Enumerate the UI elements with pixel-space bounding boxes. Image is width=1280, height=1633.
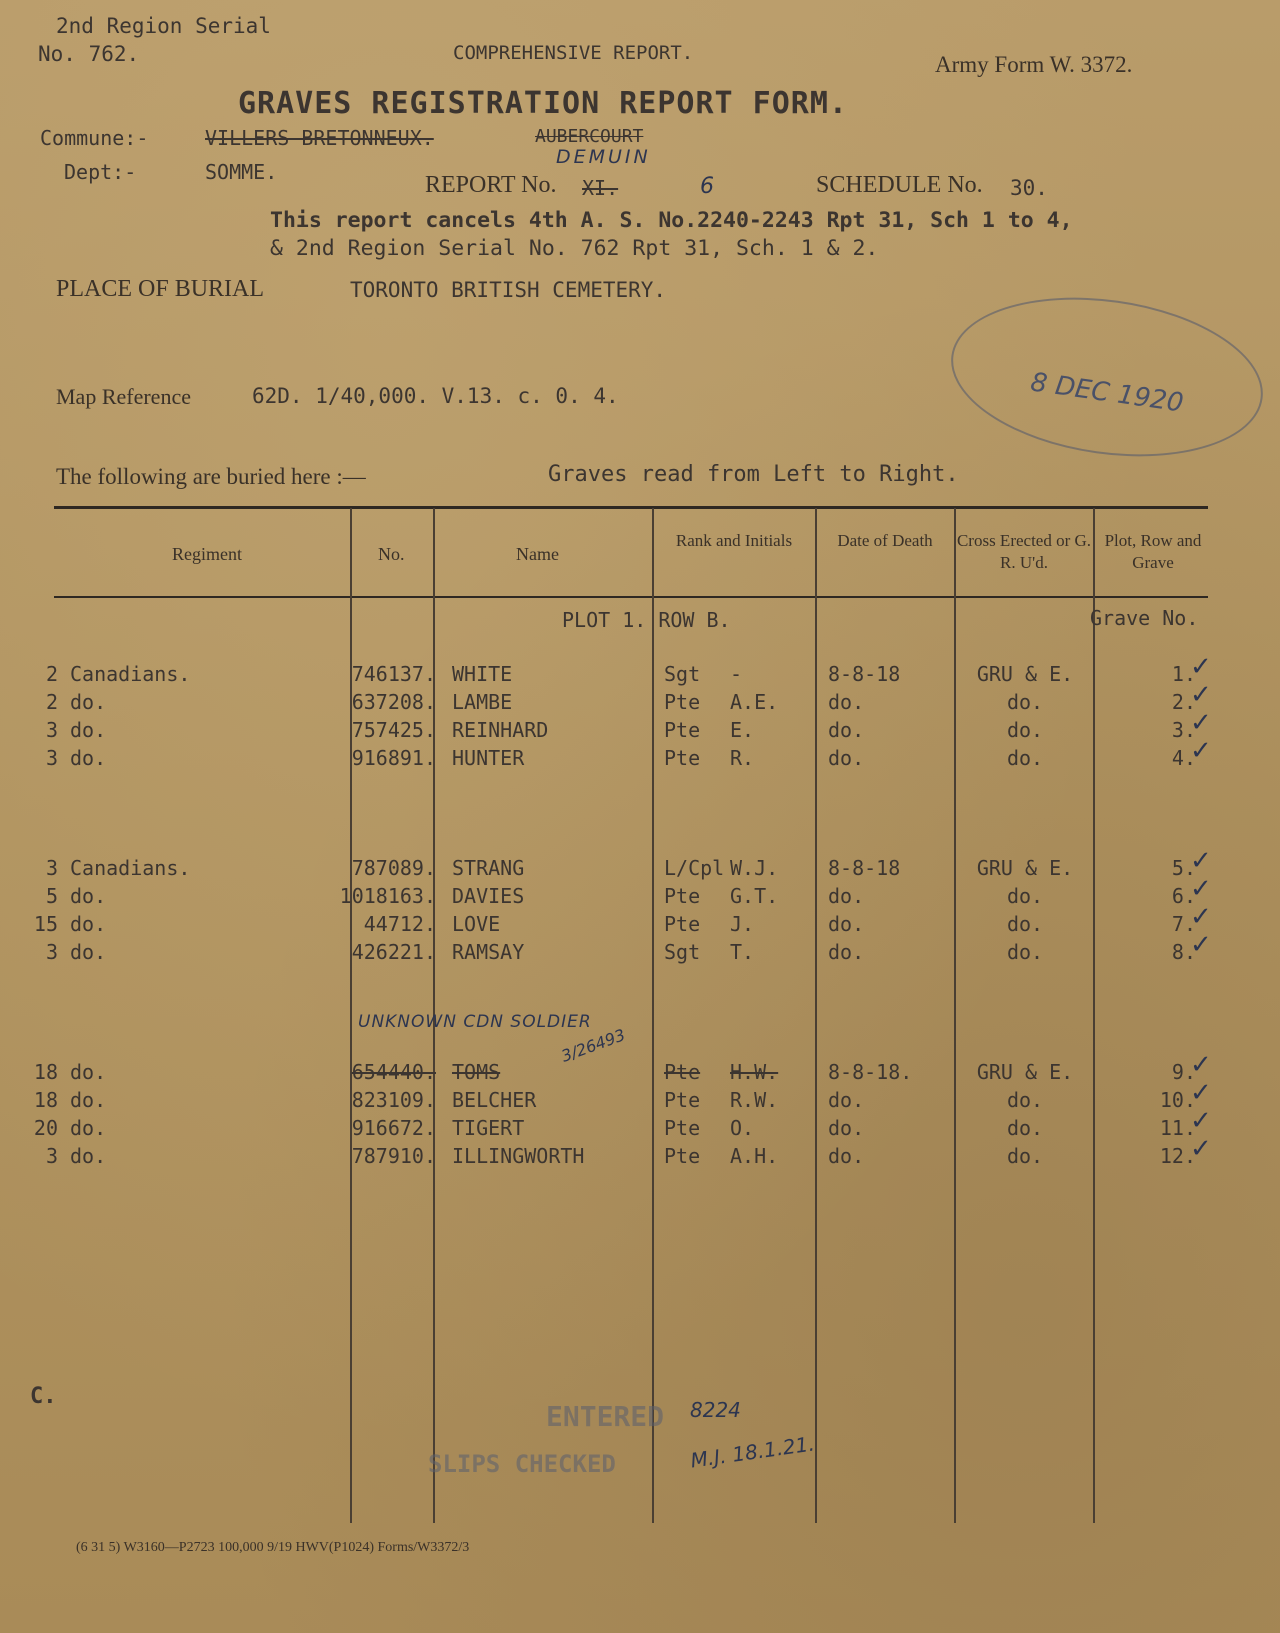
dept-value: SOMME. xyxy=(205,160,278,184)
check-mark-icon: ✓ xyxy=(1190,874,1212,904)
cancels-line-1: This report cancels 4th A. S. No.2240-2243 Rpt 31, Sch 1 to 4, xyxy=(270,208,1073,233)
cell-rank: Sgt xyxy=(664,662,701,686)
cell-date: do. xyxy=(828,1116,865,1140)
cell-regiment: do. xyxy=(70,1144,107,1168)
cell-cross: do. xyxy=(1006,1116,1044,1140)
cell-grave: 3. xyxy=(1171,718,1196,742)
cell-name: TOMS xyxy=(452,1060,501,1084)
cell-grave: 6. xyxy=(1171,884,1196,908)
cell-rank: Pte xyxy=(664,1116,701,1140)
cell-initials: A.H. xyxy=(730,1144,779,1168)
check-mark-icon: ✓ xyxy=(1190,1078,1212,1108)
cell-name: LOVE xyxy=(452,912,501,936)
map-label: Map Reference xyxy=(56,384,191,409)
grave-no-label: Grave No. xyxy=(1090,606,1199,630)
cell-grave: 1. xyxy=(1171,662,1196,686)
cell-name: DAVIES xyxy=(452,884,525,908)
cell-name: HUNTER xyxy=(452,746,525,770)
map-value: 62D. 1/40,000. V.13. c. 0. 4. xyxy=(252,384,619,408)
cell-no: 823109. xyxy=(351,1088,436,1112)
cell-initials: T. xyxy=(730,940,755,964)
cell-rank: Pte xyxy=(664,884,701,908)
cell-initials: W.J. xyxy=(730,856,779,880)
check-mark-icon: ✓ xyxy=(1190,708,1212,738)
cell-initials: H.W. xyxy=(730,1060,779,1084)
cell-regiment: do. xyxy=(70,718,107,742)
cell-cross: do. xyxy=(1006,884,1044,908)
cell-initials: O. xyxy=(730,1116,755,1140)
report-type: COMPREHENSIVE REPORT. xyxy=(453,42,694,64)
cell-count: 3 xyxy=(45,940,58,964)
cell-cross: do. xyxy=(1006,1088,1044,1112)
cell-rank: Pte xyxy=(664,1144,701,1168)
cell-regiment: Canadians. xyxy=(70,856,191,880)
cell-rank: Pte xyxy=(664,718,701,742)
cell-date: do. xyxy=(828,940,865,964)
cell-regiment: do. xyxy=(70,1088,107,1112)
cell-count: 3 xyxy=(45,856,58,880)
cell-date: do. xyxy=(828,912,865,936)
cell-initials: J. xyxy=(730,912,755,936)
cell-cross: do. xyxy=(1006,718,1044,742)
cell-regiment: do. xyxy=(70,940,107,964)
cell-grave: 11. xyxy=(1159,1116,1196,1140)
cell-rank: Pte xyxy=(664,1060,701,1084)
check-mark-icon: ✓ xyxy=(1190,1050,1212,1080)
cell-cross: do. xyxy=(1006,690,1044,714)
check-mark-icon: ✓ xyxy=(1190,1106,1212,1136)
cell-initials: R. xyxy=(730,746,755,770)
entered-handwritten: 8224 xyxy=(690,1398,741,1422)
cell-cross: GRU & E. xyxy=(976,856,1074,880)
cell-rank: Pte xyxy=(664,912,701,936)
check-mark-icon: ✓ xyxy=(1190,652,1212,682)
cell-date: do. xyxy=(828,690,865,714)
cell-date: do. xyxy=(828,746,865,770)
dept-label: Dept:- xyxy=(64,160,137,184)
col-divider-3 xyxy=(652,508,654,1523)
cell-count: 2 xyxy=(45,690,58,714)
col-divider-4 xyxy=(815,508,817,1523)
cell-grave: 8. xyxy=(1171,940,1196,964)
cell-date: 8-8-18 xyxy=(828,856,901,880)
col-header-no: No. xyxy=(378,544,405,564)
cell-date: 8-8-18. xyxy=(828,1060,913,1084)
commune-struck: VILLERS-BRETONNEUX. xyxy=(205,126,434,150)
col-header-rank: Rank and Initials xyxy=(675,531,793,550)
cell-no: 637208. xyxy=(351,690,436,714)
cell-rank: Sgt xyxy=(664,940,701,964)
cell-rank: Pte xyxy=(664,690,701,714)
cell-grave: 9. xyxy=(1171,1060,1196,1084)
cell-initials: R.W. xyxy=(730,1088,779,1112)
cell-date: do. xyxy=(828,1144,865,1168)
cell-grave: 10. xyxy=(1159,1088,1196,1112)
cell-name: STRANG xyxy=(452,856,525,880)
cell-count: 3 xyxy=(45,718,58,742)
cell-regiment: do. xyxy=(70,1060,107,1084)
cell-count: 3 xyxy=(45,1144,58,1168)
col-divider-1 xyxy=(350,508,352,1523)
cell-no: 44712. xyxy=(363,912,436,936)
col-header-cross: Cross Erected or G. R. U'd. xyxy=(956,531,1092,572)
cell-no: 426221. xyxy=(351,940,436,964)
col-header-plot: Plot, Row and Grave xyxy=(1104,531,1202,572)
place-label: PLACE OF BURIAL xyxy=(56,276,265,302)
schedule-label: SCHEDULE No. xyxy=(816,172,983,198)
cell-count: 18 xyxy=(33,1088,58,1112)
check-mark-icon: ✓ xyxy=(1190,930,1212,960)
cell-regiment: Canadians. xyxy=(70,662,191,686)
serial-line-2: No. 762. xyxy=(38,42,140,66)
cell-count: 2 xyxy=(45,662,58,686)
cell-regiment: do. xyxy=(70,690,107,714)
cell-name: TIGERT xyxy=(452,1116,525,1140)
cell-initials: G.T. xyxy=(730,884,779,908)
cell-rank: Pte xyxy=(664,746,701,770)
cell-no: 654440. xyxy=(351,1060,436,1084)
report-no-handwritten: 6 xyxy=(700,174,714,199)
cell-initials: - xyxy=(730,662,743,686)
table-header-rule xyxy=(54,596,1208,598)
cell-count: 5 xyxy=(45,884,58,908)
commune-handwritten: DEMUIN xyxy=(556,146,651,168)
cell-regiment: do. xyxy=(70,884,107,908)
cell-initials: A.E. xyxy=(730,690,779,714)
commune-corrected: AUBERCOURT xyxy=(535,126,644,147)
form-title: GRAVES REGISTRATION REPORT FORM. xyxy=(238,86,848,121)
graves-note: Graves read from Left to Right. xyxy=(548,462,959,487)
cell-count: 18 xyxy=(33,1060,58,1084)
cell-cross: do. xyxy=(1006,940,1044,964)
cell-name: RAMSAY xyxy=(452,940,525,964)
cell-grave: 7. xyxy=(1171,912,1196,936)
bottom-mark: C. xyxy=(30,1384,57,1409)
cell-grave: 5. xyxy=(1171,856,1196,880)
cell-count: 3 xyxy=(45,746,58,770)
check-mark-icon: ✓ xyxy=(1190,902,1212,932)
cell-name: ILLINGWORTH xyxy=(452,1144,585,1168)
stamp-date: 8 DEC 1920 xyxy=(1028,367,1186,419)
col-divider-5 xyxy=(954,508,956,1523)
report-no-label: REPORT No. xyxy=(425,172,557,198)
cell-cross: do. xyxy=(1006,912,1044,936)
cell-no: 787910. xyxy=(351,1144,436,1168)
report-no-struck: XI. xyxy=(582,176,619,200)
entered-stamp: ENTERED xyxy=(546,1400,665,1433)
cell-regiment: do. xyxy=(70,912,107,936)
cell-cross: GRU & E. xyxy=(976,1060,1074,1084)
col-header-date: Date of Death xyxy=(837,531,933,550)
cell-grave: 12. xyxy=(1159,1144,1196,1168)
cell-grave: 2. xyxy=(1171,690,1196,714)
cell-rank: Pte xyxy=(664,1088,701,1112)
cell-rank: L/Cpl xyxy=(664,856,725,880)
cell-regiment: do. xyxy=(70,746,107,770)
cell-date: do. xyxy=(828,718,865,742)
col-header-name: Name xyxy=(516,544,559,564)
check-mark-icon: ✓ xyxy=(1190,846,1212,876)
serial-line-1: 2nd Region Serial xyxy=(56,14,271,38)
schedule-value: 30. xyxy=(1010,176,1048,200)
cell-date: do. xyxy=(828,1088,865,1112)
cell-name: REINHARD xyxy=(452,718,549,742)
cell-cross: do. xyxy=(1006,1144,1044,1168)
col-divider-6 xyxy=(1093,508,1095,1523)
cell-grave: 4. xyxy=(1171,746,1196,770)
table-top-rule xyxy=(54,506,1208,509)
unknown-soldier-note: UNKNOWN CDN SOLDIER xyxy=(358,1012,592,1032)
cell-no: 1018163. xyxy=(339,884,436,908)
cell-count: 15 xyxy=(33,912,58,936)
cell-no: 916672. xyxy=(351,1116,436,1140)
cell-name: WHITE xyxy=(452,662,513,686)
cell-no: 746137. xyxy=(351,662,436,686)
buried-label: The following are buried here :— xyxy=(56,464,366,489)
cell-initials: E. xyxy=(730,718,755,742)
cell-count: 20 xyxy=(33,1116,58,1140)
cell-no: 787089. xyxy=(351,856,436,880)
cell-no: 757425. xyxy=(351,718,436,742)
slips-checked-handwritten: M.J. 18.1.21. xyxy=(688,1431,816,1473)
commune-label: Commune:- xyxy=(40,126,149,150)
cell-name: LAMBE xyxy=(452,690,513,714)
cell-cross: do. xyxy=(1006,746,1044,770)
print-code: (6 31 5) W3160—P2723 100,000 9/19 HWV(P1024) Forms/W3372/3 xyxy=(76,1540,470,1555)
cell-cross: GRU & E. xyxy=(976,662,1074,686)
col-header-regiment: Regiment xyxy=(172,544,242,564)
cell-no: 916891. xyxy=(351,746,436,770)
cell-regiment: do. xyxy=(70,1116,107,1140)
plot-row-label: PLOT 1. ROW B. xyxy=(562,608,731,632)
cancels-line-2: & 2nd Region Serial No. 762 Rpt 31, Sch. 1 & 2. xyxy=(270,236,879,261)
form-number: Army Form W. 3372. xyxy=(935,52,1133,77)
check-mark-icon: ✓ xyxy=(1190,1134,1212,1164)
check-mark-icon: ✓ xyxy=(1190,680,1212,710)
cell-date: 8-8-18 xyxy=(828,662,901,686)
cell-name: BELCHER xyxy=(452,1088,537,1112)
cell-date: do. xyxy=(828,884,865,908)
check-mark-icon: ✓ xyxy=(1190,736,1212,766)
place-value: TORONTO BRITISH CEMETERY. xyxy=(350,278,667,302)
unknown-soldier-ref: 3/26493 xyxy=(558,1025,628,1066)
slips-checked-stamp: SLIPS CHECKED xyxy=(428,1450,616,1478)
